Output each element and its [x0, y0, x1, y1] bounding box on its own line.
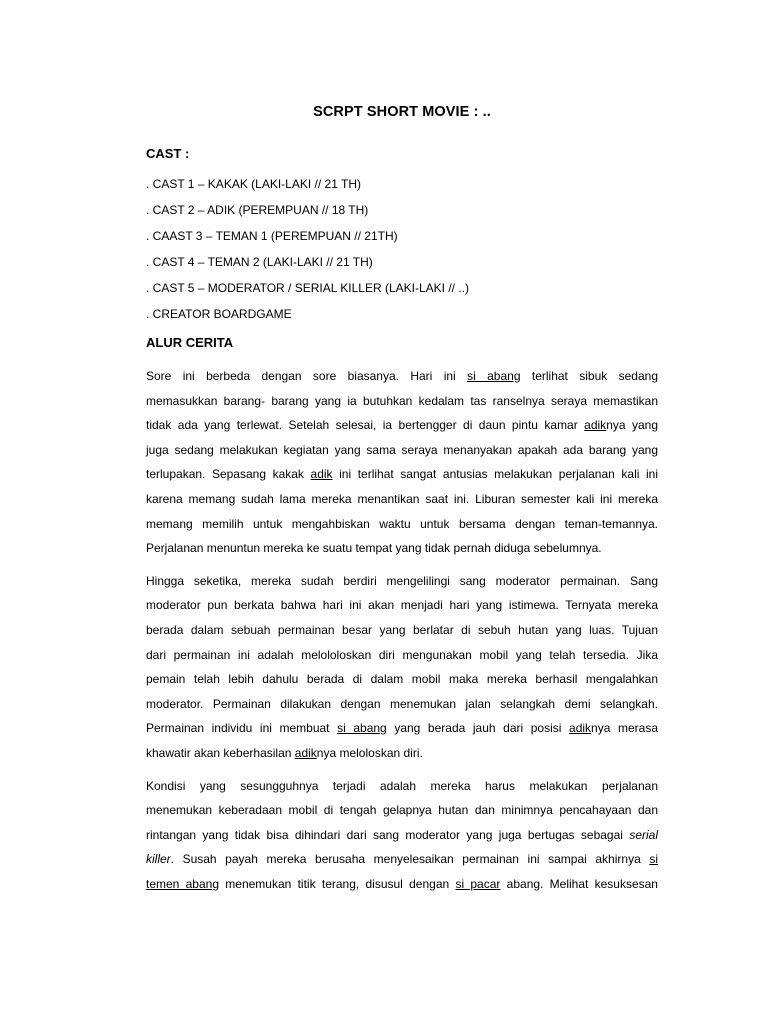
text-line: memasukkan barang- barang yang ia butuhkan kedalam tas ranselnya seraya memastikan	[146, 393, 658, 408]
cast-item: . CAST 1 – KAKAK (LAKI-LAKI // 21 TH)	[146, 177, 361, 191]
text-line	[146, 847, 658, 872]
text-line: karena memang sudah lama mereka menantikan saat ini. Liburan semester kali ini mereka	[146, 491, 658, 506]
cast-item: . CAST 4 – TEMAN 2 (LAKI-LAKI // 21 TH)	[146, 255, 373, 269]
text-line: berada dalam sebuah permainan besar yang berlatar di sebuh hutan yang luas. Tujuan	[146, 622, 658, 637]
text-line	[146, 741, 658, 766]
text-run: terlupakan. Sepasang kakak	[146, 467, 311, 482]
italic-text: serial	[629, 827, 658, 842]
cast-item: . CAST 5 – MODERATOR / SERIAL KILLER (LAKI-LAKI // ..)	[146, 281, 469, 295]
alur-cerita-heading: ALUR CERITA	[146, 335, 234, 350]
text-line: menemukan keberadaan mobil di tengah gelapnya hutan dan minimnya pencahayaan dan	[146, 803, 658, 818]
text-line	[146, 823, 658, 848]
text-run: nya meloloskan diri.	[316, 745, 423, 760]
text-line: Kondisi yang sesungguhnya terjadi adalah mereka harus melakukan perjalanan	[146, 778, 658, 793]
text-line: Hingga seketika, mereka sudah berdiri mengelilingi sang moderator permainan. Sang	[146, 573, 658, 588]
cast-item: . CAAST 3 – TEMAN 1 (PEREMPUAN // 21TH)	[146, 229, 398, 243]
underlined-text: adik	[294, 745, 317, 760]
underlined-text: si	[649, 852, 658, 867]
text-line	[146, 716, 658, 741]
paragraph-2	[146, 569, 658, 766]
text-run: . Susah payah mereka berusaha menyelesaikan permainan ini sampai akhirnya	[170, 852, 650, 867]
text-run: terlihat sibuk sedang	[520, 369, 659, 383]
paragraph-3	[146, 774, 658, 897]
italic-text: killer	[146, 852, 171, 867]
paragraph-1	[146, 364, 658, 561]
underlined-text: si abang	[337, 721, 387, 736]
text-run: yang berada jauh dari posisi	[386, 721, 570, 736]
document-body	[146, 104, 658, 904]
text-run: abang. Melihat kesuksesan	[500, 876, 658, 891]
text-line: juga sedang melakukan kegiatan yang sama seraya menanyakan apakah ada barang yang	[146, 442, 658, 457]
text-run: ini terlihat sangat antusias melakukan perjalanan kali ini	[332, 467, 658, 482]
underlined-text: adik	[569, 721, 592, 736]
text-line	[146, 462, 658, 487]
underlined-text: adik	[584, 418, 607, 433]
text-line: moderator pun berkata bahwa hari ini akan menjadi hari yang istimewa. Ternyata mereka	[146, 598, 658, 613]
text-line: Perjalanan menuntun mereka ke suatu tempat yang tidak pernah diduga sebelumnya.	[146, 541, 602, 556]
text-run: nya merasa	[591, 721, 658, 736]
underlined-text: si abang	[467, 369, 521, 383]
cast-item: . CAST 2 – ADIK (PEREMPUAN // 18 TH)	[146, 203, 369, 217]
underlined-text: adik	[310, 467, 333, 482]
text-line	[146, 872, 658, 897]
text-run: menemukan titik terang, disusul dengan	[219, 876, 456, 891]
cast-item: . CREATOR BOARDGAME	[146, 307, 292, 321]
text-run: nya yang	[606, 418, 658, 433]
underlined-text: si pacar	[455, 876, 501, 891]
cast-list	[146, 177, 658, 321]
text-line	[146, 413, 658, 438]
text-line: moderator. Permainan dilakukan dengan menemukan jalan selangkah demi selangkah.	[146, 696, 658, 711]
text-run: rintangan yang tidak bisa dihindari dari sang moderator yang juga bertugas sebagai	[146, 827, 630, 842]
text-line: pemain telah lebih dahulu berada di dalam mobil maka mereka berhasil mengalahkan	[146, 672, 658, 687]
text-run: Sore ini berbeda dengan sore biasanya. Hari ini	[146, 369, 468, 383]
text-line: memang memilih untuk mengahbiskan waktu untuk bersama dengan teman-temannya.	[146, 516, 658, 531]
text-run: tidak ada yang terlewat. Setelah selesai, ia bertengger di daun pintu kamar	[146, 418, 585, 433]
underlined-text: temen abang	[146, 876, 219, 891]
text-line: dari permainan ini adalah melololoskan diri mengunakan mobil yang telah tersedia. Jika	[146, 647, 658, 662]
cast-heading: CAST :	[146, 146, 190, 161]
text-line	[146, 364, 658, 389]
text-run: khawatir akan keberhasilan	[146, 745, 295, 760]
document-title: SCRPT SHORT MOVIE : ..	[313, 104, 491, 120]
text-run: Permainan individu ini membuat	[146, 721, 338, 736]
